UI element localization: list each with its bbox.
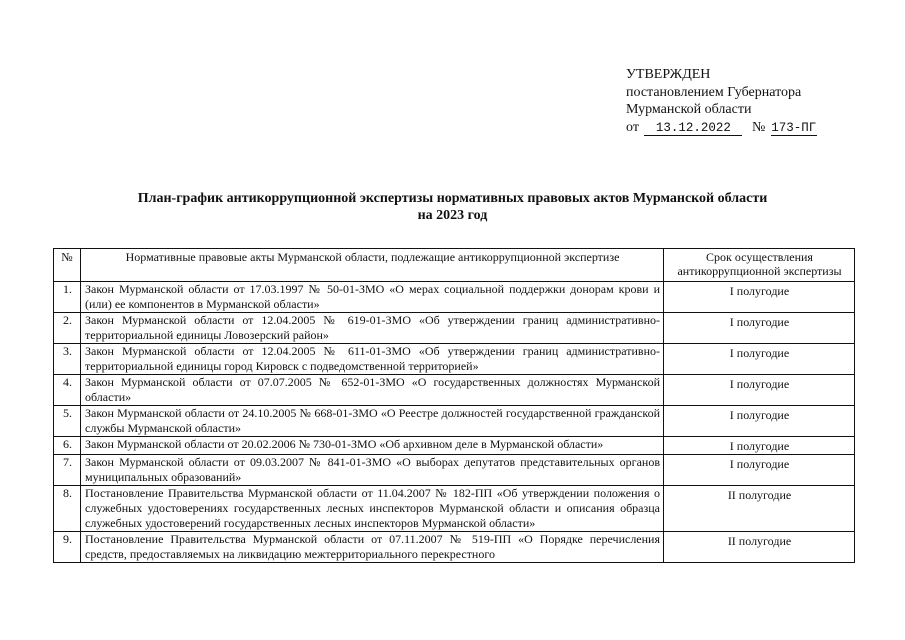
- table-row: [54, 375, 855, 406]
- table-row: [54, 455, 855, 486]
- row-term: I полугодие: [664, 375, 855, 406]
- approval-date: 13.12.2022: [644, 121, 742, 136]
- header-number: №: [54, 249, 81, 282]
- row-act: Закон Мурманской области от 09.03.2007 № 841-01-ЗМО «О выборах депутатов представительных органов муниципальных образований»: [81, 455, 664, 486]
- row-number: 9.: [54, 532, 81, 563]
- row-act: Закон Мурманской области от 17.03.1997 № 50-01-ЗМО «О мерах социальной поддержки донорам крови и (или) ее компонентов в Мурманской области»: [81, 282, 664, 313]
- row-number: 8.: [54, 486, 81, 532]
- table-row: [54, 344, 855, 375]
- row-act: Закон Мурманской области от 20.02.2006 № 730-01-ЗМО «Об архивном деле в Мурманской области»: [81, 437, 664, 455]
- row-number: 6.: [54, 437, 81, 455]
- document-title-line-1: План-график антикоррупционной экспертизы нормативных правовых актов Мурманской области: [137, 191, 768, 206]
- table-row: [54, 532, 855, 563]
- row-act: Закон Мурманской области от 12.04.2005 № 619-01-ЗМО «Об утверждении границ административно-территориальной единицы Ловозерский район»: [81, 313, 664, 344]
- row-term: I полугодие: [664, 406, 855, 437]
- row-number: 3.: [54, 344, 81, 375]
- row-term: I полугодие: [664, 437, 855, 455]
- row-term: I полугодие: [664, 344, 855, 375]
- row-number: 5.: [54, 406, 81, 437]
- row-act: Закон Мурманской области от 12.04.2005 № 611-01-ЗМО «Об утверждении границ административно-территориальной единицы город Кировск с подведомственной территорией»: [81, 344, 664, 375]
- row-term: I полугодие: [664, 455, 855, 486]
- row-number: 7.: [54, 455, 81, 486]
- document-title-line-2: на 2023 год: [417, 208, 488, 223]
- date-prefix: от: [626, 119, 639, 135]
- table-row: [54, 437, 855, 455]
- row-term: II полугодие: [664, 486, 855, 532]
- approval-number: 173-ПГ: [771, 120, 817, 135]
- approval-date-line: [626, 119, 817, 137]
- header-term: Срок осуществления антикоррупционной экспертизы: [664, 249, 855, 282]
- document-title: [0, 190, 905, 224]
- table-row: [54, 313, 855, 344]
- row-act: Закон Мурманской области от 07.07.2005 № 652-01-ЗМО «О государственных должностях Мурманской области»: [81, 375, 664, 406]
- row-number: 4.: [54, 375, 81, 406]
- table-row: [54, 282, 855, 313]
- row-number: 1.: [54, 282, 81, 313]
- approval-stamp: [626, 66, 817, 136]
- number-prefix: №: [751, 119, 766, 135]
- row-term: I полугодие: [664, 313, 855, 344]
- row-act: Постановление Правительства Мурманской области от 07.11.2007 № 519-ПП «О Порядке перечисления средств, предоставляемых на ликвидацию межтерриториального перекрестного: [81, 532, 664, 563]
- plan-table: [53, 248, 855, 563]
- header-acts: Нормативные правовые акты Мурманской области, подлежащие антикоррупционной экспертизе: [81, 249, 664, 282]
- approval-line-1: постановлением Губернатора: [626, 84, 802, 100]
- approval-title: УТВЕРЖДЕН: [626, 67, 711, 82]
- row-term: I полугодие: [664, 282, 855, 313]
- row-number: 2.: [54, 313, 81, 344]
- row-term: II полугодие: [664, 532, 855, 563]
- table-row: [54, 486, 855, 532]
- row-act: Закон Мурманской области от 24.10.2005 № 668-01-ЗМО «О Реестре должностей государственной гражданской службы Мурманской области»: [81, 406, 664, 437]
- table-row: [54, 406, 855, 437]
- table-header-row: [54, 249, 855, 282]
- row-act: Постановление Правительства Мурманской области от 11.04.2007 № 182-ПП «Об утверждении положения о служебных удостоверениях государственных лесных инспекторов Мурманской области и описания образца служебных удостоверений государственных лесных инспекторов Мурманской области»: [81, 486, 664, 532]
- approval-line-2: Мурманской области: [626, 102, 752, 117]
